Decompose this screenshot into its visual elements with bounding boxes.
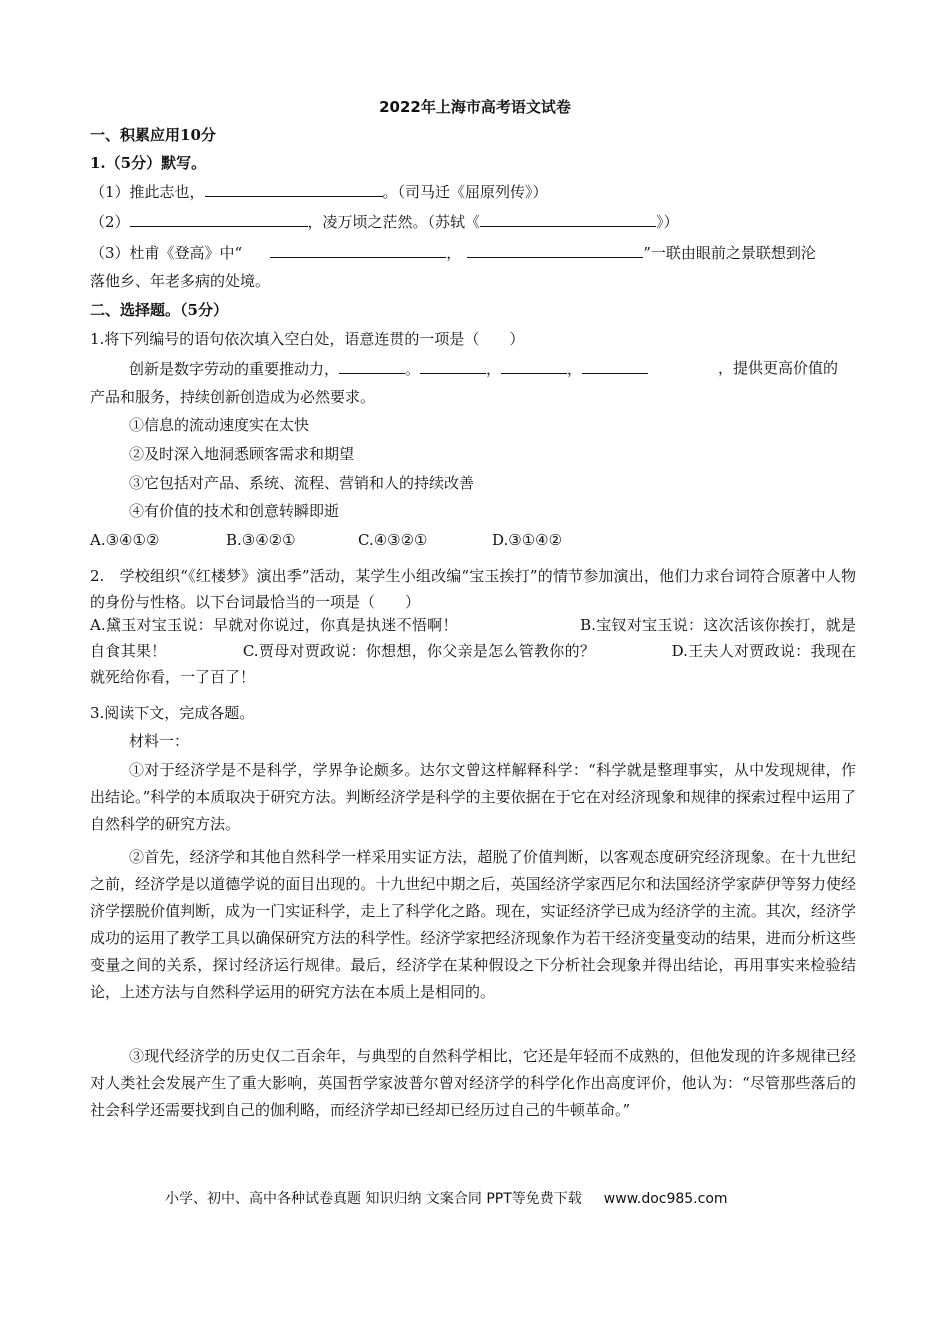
- line1-post: 。（司马迁《屈原列传》）: [382, 183, 548, 201]
- material-paragraph-1: ①对于经济学是不是科学，学界争论颇多。达尔文曾这样解释科学：“科学就是整理事实，从中发现规律，作出结论。”科学的本质取决于研究方法。判断经济学是科学的主要依据在于它在对经济现象和规律的探索过程中运用了自然科学的研究方法。: [90, 761, 856, 833]
- dictation-line-2: [90, 210, 679, 233]
- q1-stem: 1.将下列编号的语句依次填入空白处，语意连贯的一项是（ ）: [90, 330, 525, 348]
- passage-p3: ，: [567, 360, 583, 378]
- q2-options: A.黛玉对宝玉说：早就对你说过，你真是执迷不悟啊！ B.宝钗对宝玉说：这次活该你挨打，就是自食其果！ C.贾母对贾政说：你想想，你父亲是怎么管教你的？ D.王夫人对贾政说：我现在就死给你看，一了百了！: [90, 616, 856, 686]
- answer-blank[interactable]: [339, 357, 405, 374]
- q1-label: 1.（5分）默写。: [90, 154, 207, 172]
- answer-blank[interactable]: [501, 357, 567, 374]
- line2-mid: ，凌万顷之茫然。（苏轼《: [307, 213, 481, 231]
- material-paragraph-3: ③现代经济学的历史仅二百余年，与典型的自然科学相比，它还是年轻而不成熟的，但他发现的许多规律已经对人类社会发展产生了重大影响，英国哲学家波普尔曾对经济学的科学化作出高度评价，他认为：“尽管那些落后的社会科学还需要找到自己的伽利略，而经济学却已经却已经历过自己的牛顿革命。”: [90, 1047, 856, 1119]
- line2-post: 》）: [656, 213, 679, 231]
- q1-option-a[interactable]: A.③④①②: [90, 531, 160, 549]
- answer-blank[interactable]: [270, 241, 446, 258]
- q1-item-1: ①信息的流动速度实在太快: [129, 416, 310, 434]
- passage-pre: 创新是数字劳动的重要推动力，: [129, 360, 340, 378]
- answer-blank[interactable]: [480, 210, 656, 227]
- q1-option-c[interactable]: C.④③②①: [358, 531, 428, 549]
- footer-site-link[interactable]: www.doc985.com: [603, 1191, 728, 1207]
- line2-pre: （2）: [90, 213, 130, 231]
- q1-option-b[interactable]: B.③④②①: [226, 531, 296, 549]
- answer-blank[interactable]: [130, 210, 308, 227]
- line3-pre: （3）杜甫《登高》中“: [90, 244, 243, 262]
- footer-text: 小学、初中、高中各种试卷真题 知识归纳 文案合同 PPT等免费下载: [165, 1191, 582, 1207]
- q1-passage-line-1: [129, 357, 648, 380]
- q2-stem: 2. 学校组织“《红楼梦》演出季”活动，某学生小组改编“宝玉挨打”的情节参加演出，他们力求台词符合原著中人物的身份与性格。以下台词最恰当的一项是（ ）: [90, 567, 856, 611]
- dictation-line-3: [90, 241, 816, 264]
- page-title: 2022年上海市高考语文试卷: [379, 98, 571, 116]
- q1-passage-tail: ，提供更高价值的: [718, 359, 839, 377]
- footer: [165, 1188, 728, 1208]
- line3-mid: ，: [446, 244, 462, 262]
- material-label: 材料一：: [129, 732, 190, 750]
- section1-heading: 一、积累应用10分: [90, 126, 216, 144]
- passage-p2: ，: [486, 360, 502, 378]
- line3-continuation: 落他乡、年老多病的处境。: [90, 272, 271, 290]
- q3-stem: 3.阅读下文，完成各题。: [90, 704, 255, 722]
- answer-blank[interactable]: [582, 357, 648, 374]
- q1-item-3: ③它包括对产品、系统、流程、营销和人的持续改善: [129, 474, 475, 492]
- q1-passage-line-2: 产品和服务，持续创新创造成为必然要求。: [90, 388, 376, 406]
- answer-blank[interactable]: [467, 241, 643, 258]
- material-paragraph-2: ②首先，经济学和其他自然科学一样采用实证方法，超脱了价值判断，以客观态度研究经济现象。在十九世纪之前，经济学是以道德学说的面目出现的。十九世纪中期之后，英国经济学家西尼尔和法国经济学家萨伊等努力使经济学摆脱价值判断，成为一门实证科学，走上了科学化之路。现在，实证经济学已成为经济学的主流。其次，经济学成功的运用了教学工具以确保研究方法的科学性。经济学家把经济现象作为若干经济变量变动的结果，进而分析这些变量之间的关系，探讨经济运行规律。最后，经济学在某种假设之下分析社会现象并得出结论，再用事实来检验结论，上述方法与自然科学运用的研究方法在本质上是相同的。: [90, 848, 856, 1001]
- line1-pre: （1）推此志也，: [90, 183, 205, 201]
- line3-post: ”一联由眼前之景联想到沦: [643, 244, 816, 262]
- dictation-line-1: [90, 180, 548, 203]
- q1-item-4: ④有价值的技术和创意转瞬即逝: [129, 502, 340, 520]
- answer-blank[interactable]: [420, 357, 486, 374]
- answer-blank[interactable]: [205, 180, 383, 197]
- q1-option-d[interactable]: D.③①④②: [492, 531, 563, 549]
- section2-heading: 二、选择题。（5分）: [90, 301, 228, 319]
- passage-p1: 。: [405, 360, 421, 378]
- q1-item-2: ②及时深入地洞悉顾客需求和期望: [129, 445, 355, 463]
